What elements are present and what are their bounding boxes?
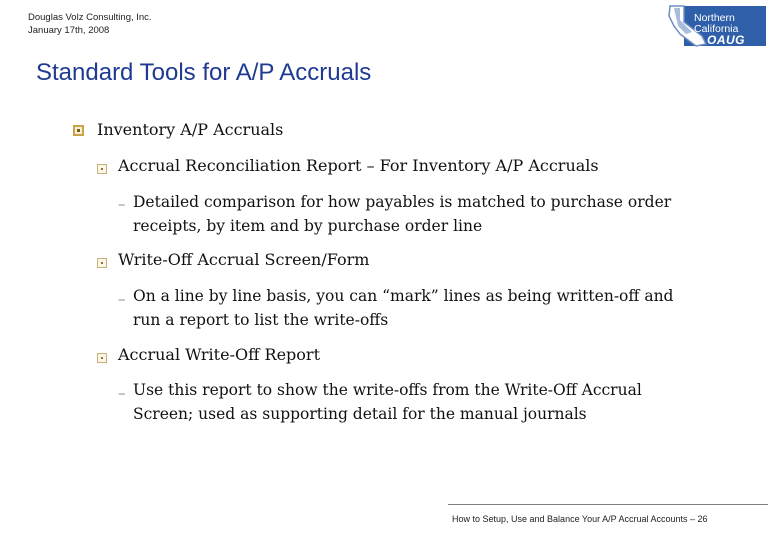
- bullet-write-off-accrual-screen: Write-Off Accrual Screen/Form: [118, 250, 370, 269]
- detail-line: receipts, by item and by purchase order line: [133, 217, 483, 235]
- detail-line: On a line by line basis, you can “mark” lines as being written-off and: [133, 287, 674, 305]
- detail-accrual-reconciliation: [133, 190, 733, 238]
- footer-caption: How to Setup, Use and Balance Your A/P Accrual Accounts – 26: [452, 514, 708, 524]
- detail-line: Use this report to show the write-offs from the Write-Off Accrual: [133, 381, 642, 399]
- detail-write-off-report: [133, 378, 733, 426]
- square-bullet-icon: [97, 353, 107, 363]
- square-bullet-icon: [97, 258, 107, 268]
- dash-marker: –: [118, 290, 126, 308]
- bullet-accrual-write-off-report: Accrual Write-Off Report: [118, 345, 321, 364]
- company-name: Douglas Volz Consulting, Inc.: [28, 12, 152, 23]
- oaug-logo: [662, 4, 768, 48]
- detail-write-off-screen: [133, 284, 733, 332]
- bullet-inventory-ap-accruals: Inventory A/P Accruals: [97, 120, 284, 139]
- dash-marker: –: [118, 195, 126, 213]
- logo-text-northern: Northern: [694, 12, 735, 24]
- dash-marker: –: [118, 384, 126, 402]
- logo-text-oaug: OAUG: [707, 33, 745, 47]
- logo-text-california: California: [694, 23, 739, 35]
- detail-line: Screen; used as supporting detail for the manual journals: [133, 405, 587, 423]
- header-meta: [28, 11, 152, 37]
- slide-title: Standard Tools for A/P Accruals: [36, 59, 372, 86]
- detail-line: Detailed comparison for how payables is matched to purchase order: [133, 193, 672, 211]
- presentation-date: January 17th, 2008: [28, 25, 110, 36]
- square-bullet-icon: [97, 164, 107, 174]
- bullet-accrual-reconciliation-report: Accrual Reconciliation Report – For Inventory A/P Accruals: [118, 156, 599, 175]
- detail-line: run a report to list the write-offs: [133, 311, 389, 329]
- square-bullet-icon: [73, 125, 84, 136]
- footer-divider: [448, 504, 768, 505]
